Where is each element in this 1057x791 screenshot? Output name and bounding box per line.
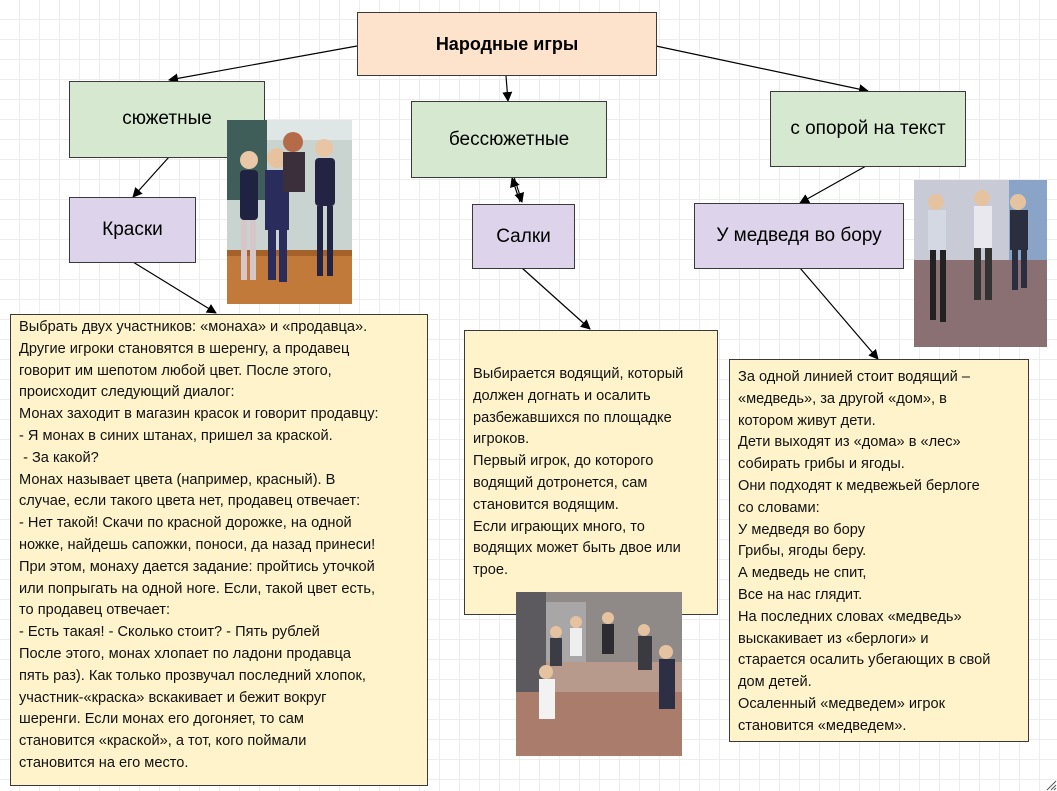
description-line: трое. bbox=[473, 562, 509, 579]
arrow-salki-to-desc bbox=[522, 268, 590, 329]
game-label-kraski: Краски bbox=[102, 219, 163, 240]
description-line: Все на нас глядит. bbox=[738, 586, 863, 603]
description-line: игроков. bbox=[473, 431, 530, 448]
description-line: становится «медведем». bbox=[738, 717, 907, 734]
description-line: - За какой? bbox=[19, 449, 99, 466]
description-line: пять раз). Как только прозвучал последний хлопок, bbox=[19, 667, 366, 684]
description-line: случае, если такого цвета нет, продавец отвечает: bbox=[19, 493, 361, 510]
photo-medved-children[interactable] bbox=[914, 180, 1047, 347]
description-line: котором живут дети. bbox=[738, 412, 876, 429]
game-node-kraski[interactable] bbox=[69, 197, 196, 263]
arrow-medved-to-desc bbox=[800, 268, 878, 359]
description-line: Осаленный «медведем» игрок bbox=[738, 695, 945, 712]
photo-kraski-image bbox=[227, 120, 352, 304]
description-line: старается осалить убегающих в свой bbox=[738, 652, 991, 669]
photo-salki-children[interactable] bbox=[516, 592, 682, 756]
description-line: Грибы, ягоды беру. bbox=[738, 543, 867, 560]
description-line: говорит им шепотом любой цвет. После этого, bbox=[19, 362, 332, 379]
description-line: - Нет такой! Скачи по красной дорожке, на одной bbox=[19, 515, 352, 532]
description-line: У медведя во бору bbox=[738, 521, 866, 538]
game-node-salki[interactable] bbox=[472, 204, 575, 269]
description-line: выскакивает из «берлоги» и bbox=[738, 630, 929, 647]
photo-salki-image bbox=[516, 592, 682, 756]
description-salki[interactable] bbox=[464, 330, 718, 615]
category-node-plotless[interactable] bbox=[411, 101, 607, 178]
description-line: водящих может быть двое или bbox=[473, 540, 681, 557]
arrow-root-to-textbased bbox=[656, 46, 868, 91]
arrow-kraski-to-desc bbox=[133, 262, 216, 313]
arrow-plot-to-kraski bbox=[133, 157, 169, 197]
category-node-text-based[interactable] bbox=[770, 91, 966, 167]
description-line: Другие игроки становятся в шеренгу, а продавец bbox=[19, 340, 350, 357]
description-line: После этого, монах хлопает по ладони продавца bbox=[19, 645, 352, 662]
description-line: При этом, монаху дается задание: пройтись уточкой bbox=[19, 558, 375, 575]
description-medved[interactable] bbox=[729, 359, 1029, 742]
description-line: должен догнать и осалить bbox=[473, 387, 651, 404]
description-line: Дети выходят из «дома» в «лес» bbox=[738, 434, 961, 451]
description-line: шеренги. Если монах его догоняет, то сам bbox=[19, 711, 304, 728]
description-line: - Есть такая! - Сколько стоит? - Пять рублей bbox=[19, 624, 320, 641]
arrow-root-to-plotless bbox=[506, 76, 508, 101]
description-line: Первый игрок, до которого bbox=[473, 453, 654, 470]
description-line: водящий дотронется, сам bbox=[473, 474, 648, 491]
description-line: Выбрать двух участников: «монаха» и «продавца». bbox=[19, 319, 368, 335]
description-line: На последних словах «медведь» bbox=[738, 608, 962, 625]
description-line: Они подходят к медвежьей берлоге bbox=[738, 477, 980, 494]
description-line: Выбирается водящий, который bbox=[473, 366, 684, 382]
description-line: Если играющих много, то bbox=[473, 518, 645, 535]
description-line: А медведь не спит, bbox=[738, 565, 867, 582]
description-kraski[interactable] bbox=[10, 314, 428, 786]
description-line: становится «краской», а тот, кого поймали bbox=[19, 733, 307, 750]
description-line: становится на его место. bbox=[19, 754, 189, 771]
description-line: разбежавшихся по площадке bbox=[473, 409, 672, 426]
description-line: собирать грибы и ягоды. bbox=[738, 456, 905, 473]
description-line: ножке, найдешь сапожки, поноси, да назад принеси! bbox=[19, 536, 376, 553]
category-label-text-based: с опорой на текст bbox=[790, 118, 946, 139]
description-line: Монах заходит в магазин красок и говорит продавцу: bbox=[19, 406, 379, 423]
description-line: дом детей. bbox=[738, 674, 812, 691]
arrow-plotless-to-salki bbox=[514, 177, 522, 202]
game-node-medved[interactable] bbox=[694, 203, 904, 269]
description-line: участник-«краска» вскакивает и бежит вокруг bbox=[19, 689, 327, 706]
root-node[interactable] bbox=[357, 12, 657, 76]
category-label-plot: сюжетные bbox=[122, 107, 212, 129]
category-label-plotless: бессюжетные bbox=[448, 128, 570, 150]
arrow-textbased-to-medved bbox=[800, 166, 866, 203]
description-line: За одной линией стоит водящий – bbox=[738, 369, 970, 385]
game-label-medved: У медведя во бору bbox=[716, 225, 882, 246]
description-line: Монах называет цвета (например, красный). В bbox=[19, 471, 336, 488]
description-line: «медведь», за другой «дом», в bbox=[738, 390, 947, 407]
game-label-salki: Салки bbox=[496, 225, 551, 247]
description-line: или попрыгать на одной ноге. Если, такой цвет есть, bbox=[19, 580, 376, 597]
description-line: становится водящим. bbox=[473, 496, 619, 513]
description-line: со словами: bbox=[738, 499, 820, 516]
photo-kraski-children[interactable] bbox=[227, 120, 352, 304]
description-line: - Я монах в синих штанах, пришел за краской. bbox=[19, 427, 333, 444]
arrow-root-to-plot bbox=[169, 46, 357, 80]
resize-grip-icon[interactable] bbox=[1043, 777, 1057, 791]
photo-medved-image bbox=[914, 180, 1047, 347]
description-line: то продавец отвечает: bbox=[19, 602, 171, 619]
description-line: происходит следующий диалог: bbox=[19, 384, 235, 401]
root-label: Народные игры bbox=[435, 33, 579, 54]
